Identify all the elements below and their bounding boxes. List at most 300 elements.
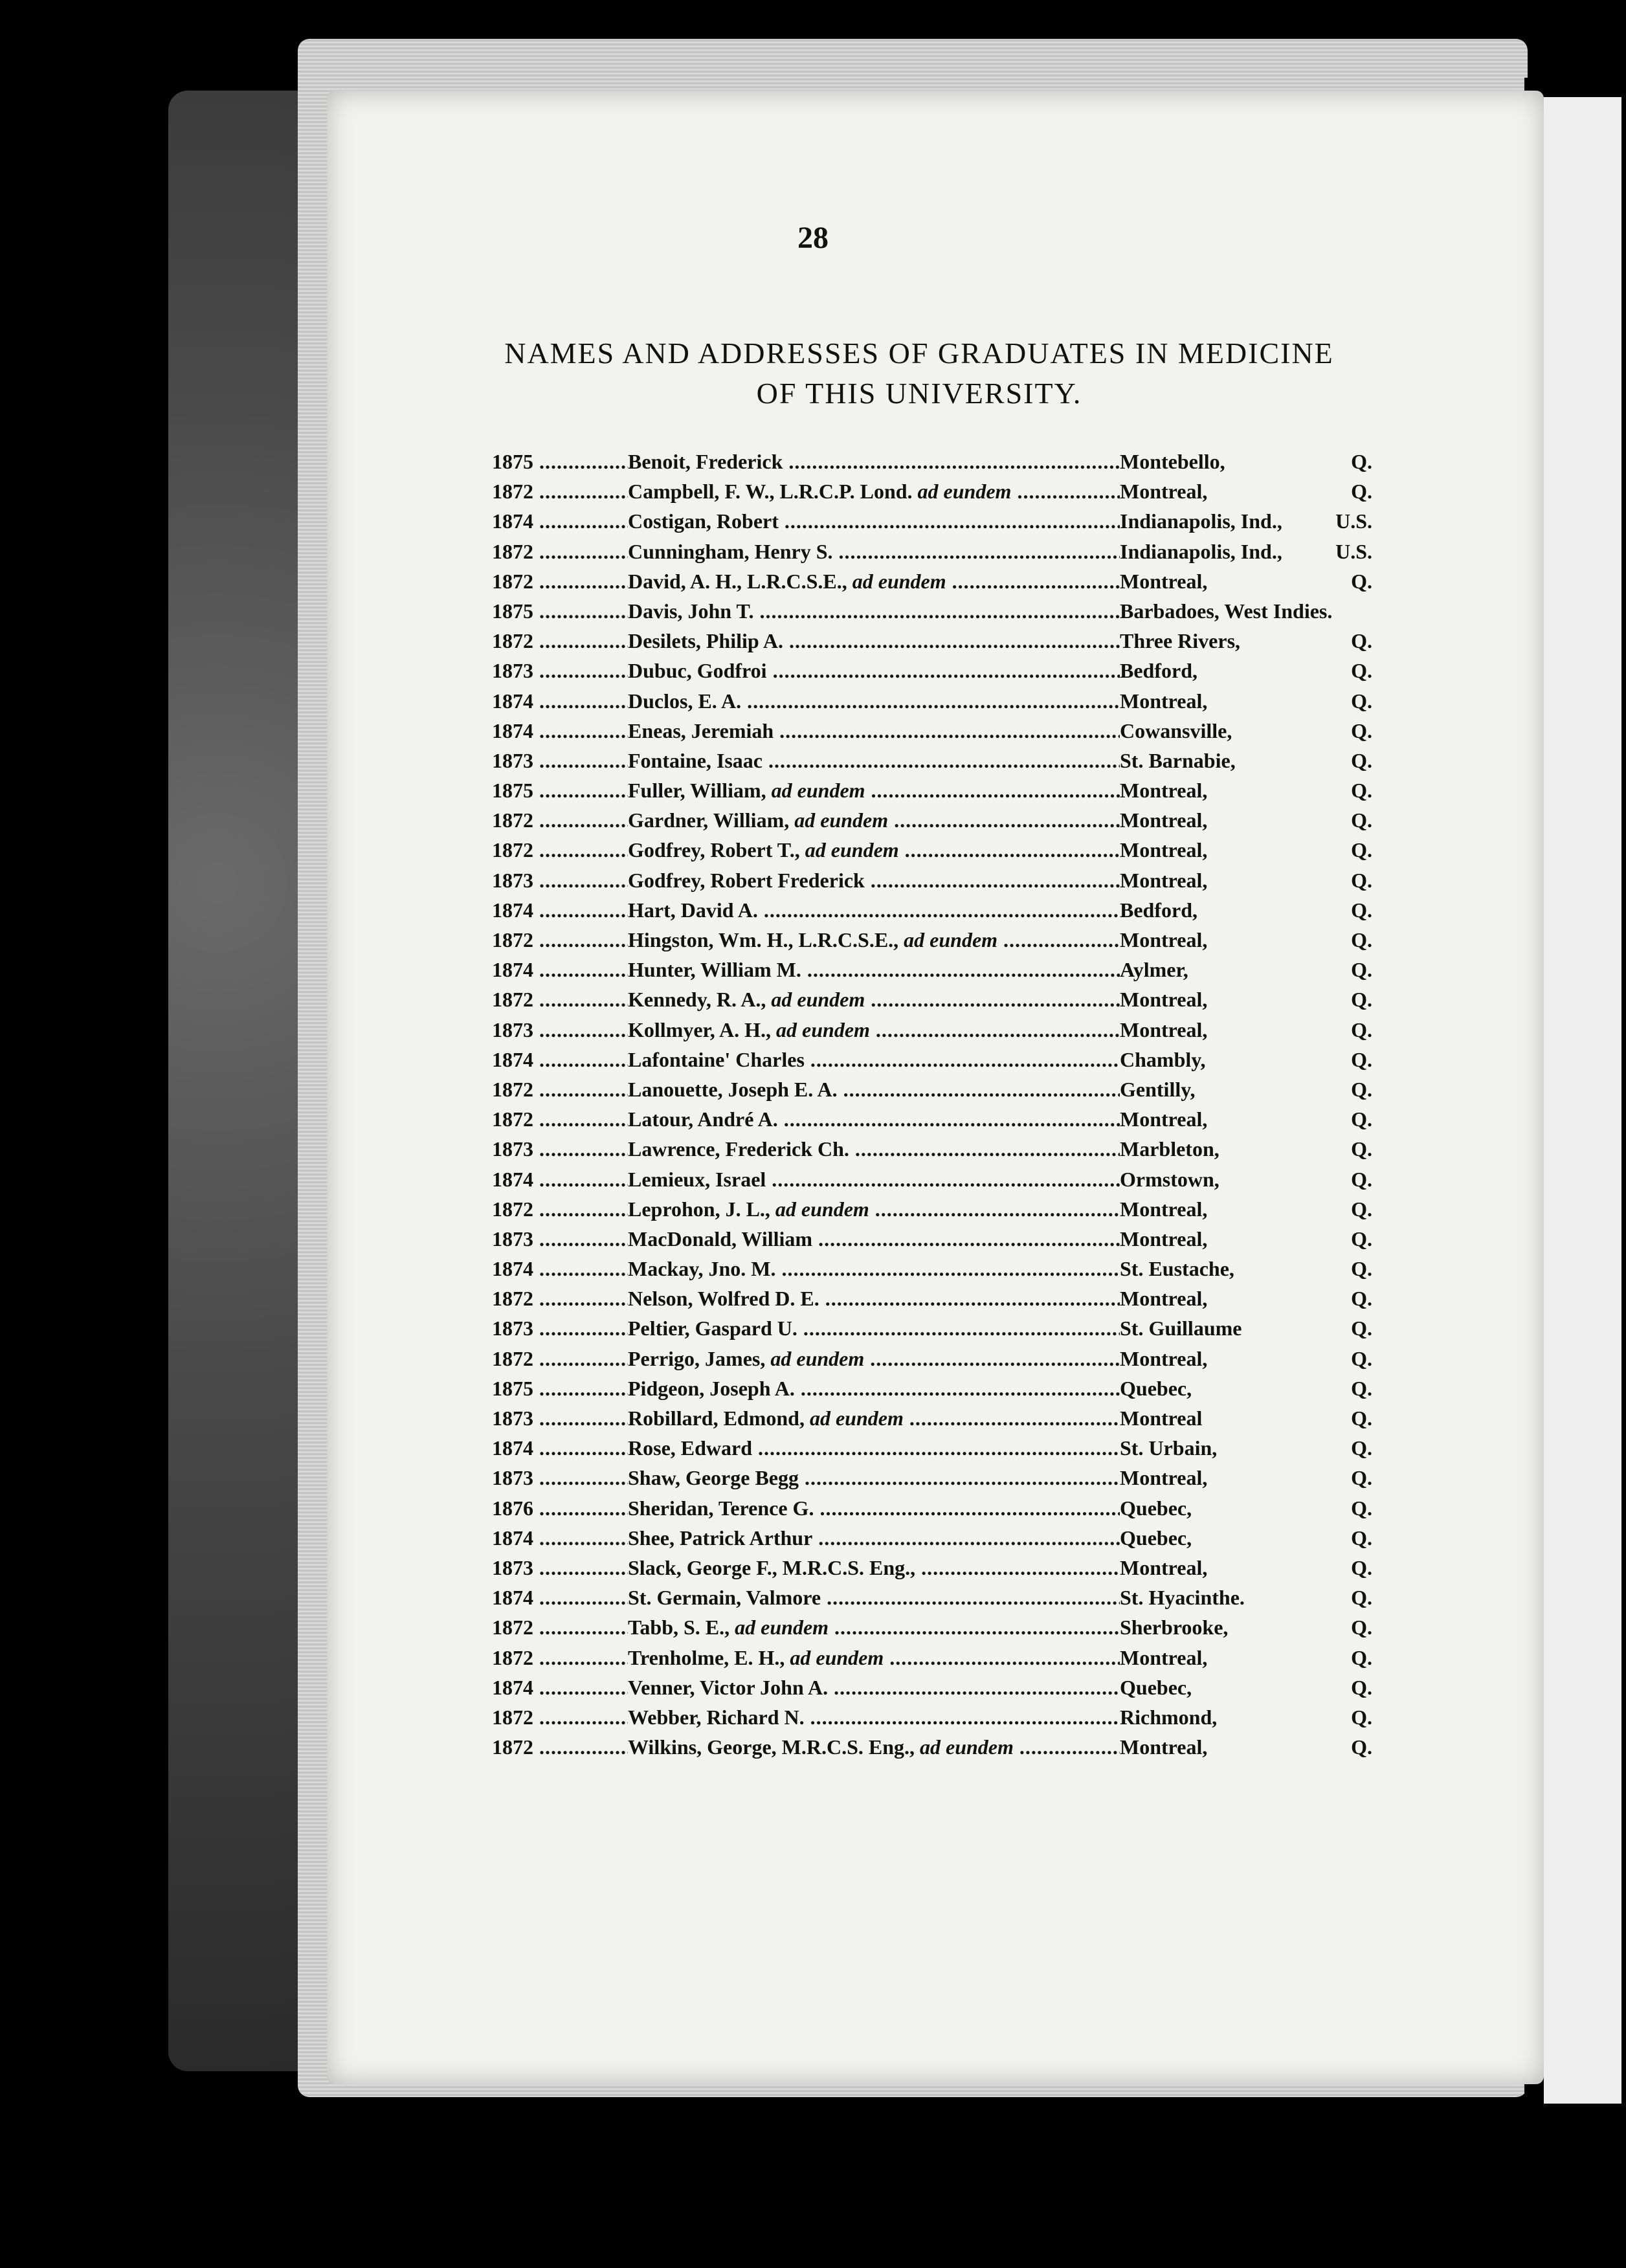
graduate-row xyxy=(492,749,1398,779)
graduate-province: U.S. xyxy=(1335,509,1372,533)
graduate-name: Fuller, William, xyxy=(628,779,766,803)
graduate-ad-eundem: ad eundem xyxy=(775,1197,869,1221)
graduate-name-text xyxy=(628,1735,1120,1759)
graduate-year: 1875 ..... xyxy=(492,450,628,474)
graduate-row xyxy=(492,1107,1398,1137)
graduate-place: Montreal, xyxy=(1120,868,1208,892)
graduate-name-cell xyxy=(628,869,1120,893)
graduate-name-text xyxy=(628,719,1120,742)
graduate-place: Montreal, xyxy=(1120,480,1208,504)
graduate-place: St. Eustache, xyxy=(1120,1257,1234,1281)
graduate-place: Aylmer, xyxy=(1120,958,1188,982)
graduate-province: Q. xyxy=(1351,988,1372,1012)
graduate-province: Q. xyxy=(1351,1675,1372,1699)
graduate-name-text xyxy=(628,1018,1120,1041)
graduate-place: Montreal, xyxy=(1120,988,1208,1012)
graduate-row xyxy=(492,1257,1398,1287)
graduate-name-cell xyxy=(628,719,1120,743)
graduate-row xyxy=(492,869,1398,898)
graduate-name-cell xyxy=(628,1317,1120,1340)
graduate-name: Kollmyer, A. H., xyxy=(628,1017,772,1041)
graduate-row xyxy=(492,1676,1398,1706)
graduate-name-cell xyxy=(628,629,1120,653)
graduate-year: 1872 ..... xyxy=(492,1735,628,1759)
graduate-year: 1874 ..... xyxy=(492,1586,628,1610)
graduate-name: Lemieux, Israel xyxy=(628,1167,766,1191)
graduate-name: Fontaine, Isaac xyxy=(628,748,763,772)
graduate-name-cell xyxy=(628,958,1120,982)
graduate-province: Q. xyxy=(1351,1436,1372,1460)
graduate-row xyxy=(492,1646,1398,1676)
graduate-province: Q. xyxy=(1351,1555,1372,1579)
graduate-name: Webber, Richard N. xyxy=(628,1705,805,1729)
graduate-name: Rose, Edward xyxy=(628,1436,753,1460)
graduate-province: Q. xyxy=(1351,1167,1372,1191)
graduate-province: Q. xyxy=(1351,569,1372,593)
graduate-province: Q. xyxy=(1351,1406,1372,1430)
graduate-row xyxy=(492,1436,1398,1466)
graduate-place: St. Urbain, xyxy=(1120,1436,1218,1460)
graduate-year: 1874 ..... xyxy=(492,1676,628,1700)
graduate-name-cell xyxy=(628,570,1120,594)
graduate-row xyxy=(492,1466,1398,1496)
graduate-province: Q. xyxy=(1351,1047,1372,1071)
graduate-province: Q. xyxy=(1351,779,1372,803)
graduate-name-cell xyxy=(628,1706,1120,1729)
graduate-name: Hunter, William M. xyxy=(628,958,801,982)
graduate-ad-eundem: ad eundem xyxy=(805,838,899,862)
graduate-name-text xyxy=(628,838,1120,862)
graduate-province: Q. xyxy=(1351,808,1372,832)
graduate-year: 1875 ..... xyxy=(492,1377,628,1401)
graduate-name-cell xyxy=(628,1107,1120,1131)
graduate-name-text xyxy=(628,1168,1120,1191)
graduate-place: Montreal, xyxy=(1120,838,1208,862)
graduate-name: Campbell, F. W., L.R.C.P. Lond. xyxy=(628,480,913,504)
graduate-province: Q. xyxy=(1351,1346,1372,1370)
graduate-name-cell xyxy=(628,1646,1120,1670)
graduate-place: Montreal, xyxy=(1120,1466,1208,1490)
graduate-name: Cunningham, Henry S. xyxy=(628,539,833,563)
graduate-year: 1874 ..... xyxy=(492,1048,628,1072)
graduate-name: Perrigo, James, xyxy=(628,1346,766,1370)
graduate-place: Barbadoes, West Indies. xyxy=(1120,599,1333,623)
graduate-name-text xyxy=(628,1646,1120,1669)
graduate-place: St. Hyacinthe. xyxy=(1120,1586,1245,1610)
graduate-year: 1872 ..... xyxy=(492,928,628,952)
graduate-name-text xyxy=(628,1107,1120,1131)
graduate-place: Montreal, xyxy=(1120,779,1208,803)
graduate-row xyxy=(492,1137,1398,1167)
graduate-year: 1872 ..... xyxy=(492,570,628,594)
graduate-name-cell xyxy=(628,1347,1120,1371)
graduate-province: Q. xyxy=(1351,748,1372,772)
graduate-year: 1875 ..... xyxy=(492,599,628,623)
graduate-name: Peltier, Gaspard U. xyxy=(628,1317,797,1340)
graduate-name-text xyxy=(628,1616,1120,1639)
graduate-name-cell xyxy=(628,1227,1120,1251)
graduate-province: Q. xyxy=(1351,689,1372,713)
graduate-row xyxy=(492,958,1398,988)
graduate-year: 1874 ..... xyxy=(492,689,628,713)
graduate-name-text xyxy=(628,1317,1120,1340)
graduate-name-text xyxy=(628,1078,1120,1101)
graduate-name-text xyxy=(628,1586,1120,1609)
graduate-year: 1872 ..... xyxy=(492,988,628,1012)
graduate-ad-eundem: ad eundem xyxy=(771,779,865,803)
graduate-row xyxy=(492,1406,1398,1436)
graduate-row xyxy=(492,1078,1398,1107)
graduate-name: Davis, John T. xyxy=(628,599,754,623)
graduate-place: Montreal, xyxy=(1120,1107,1208,1131)
graduate-name: Pidgeon, Joseph A. xyxy=(628,1376,795,1400)
graduate-year: 1873 ..... xyxy=(492,869,628,893)
graduate-name-cell xyxy=(628,1436,1120,1460)
graduate-year: 1873 ..... xyxy=(492,1556,628,1580)
graduate-place: Montreal, xyxy=(1120,1197,1208,1221)
graduate-row xyxy=(492,1616,1398,1645)
graduate-name-cell xyxy=(628,1287,1120,1311)
title-line-2: OF THIS UNIVERSITY. xyxy=(756,377,1082,410)
graduate-province: Q. xyxy=(1351,1496,1372,1520)
graduate-ad-eundem: ad eundem xyxy=(920,1735,1014,1759)
graduate-row xyxy=(492,540,1398,570)
graduate-province: Q. xyxy=(1351,718,1372,742)
graduate-row xyxy=(492,599,1398,629)
graduate-name-text xyxy=(628,988,1120,1011)
graduate-ad-eundem: ad eundem xyxy=(771,988,865,1012)
graduate-name-cell xyxy=(628,1137,1120,1161)
graduate-ad-eundem: ad eundem xyxy=(790,1645,884,1669)
graduate-ad-eundem: ad eundem xyxy=(776,1017,870,1041)
graduate-row xyxy=(492,1168,1398,1197)
graduate-year: 1872 ..... xyxy=(492,1078,628,1102)
graduate-row xyxy=(492,570,1398,599)
graduate-row xyxy=(492,1586,1398,1616)
graduate-row xyxy=(492,509,1398,539)
graduate-row xyxy=(492,1706,1398,1735)
graduate-name-text xyxy=(628,1436,1120,1460)
graduate-name-cell xyxy=(628,1616,1120,1640)
graduate-province: Q. xyxy=(1351,1077,1372,1101)
graduate-ad-eundem: ad eundem xyxy=(917,480,1012,504)
graduate-place: Montreal, xyxy=(1120,928,1208,951)
graduate-place: Bedford, xyxy=(1120,659,1197,683)
graduate-name: Nelson, Wolfred D. E. xyxy=(628,1287,819,1311)
graduate-name-text xyxy=(628,1466,1120,1489)
graduate-name: Benoit, Frederick xyxy=(628,450,783,473)
graduate-year: 1873 ..... xyxy=(492,1406,628,1430)
graduate-name: Slack, George F., M.R.C.S. Eng., xyxy=(628,1555,916,1579)
graduate-place: Quebec, xyxy=(1120,1496,1192,1520)
graduate-province: Q. xyxy=(1351,659,1372,683)
graduate-name: Mackay, Jno. M. xyxy=(628,1257,776,1281)
graduate-name: Lawrence, Frederick Ch. xyxy=(628,1137,849,1161)
graduate-name-cell xyxy=(628,1018,1120,1042)
graduate-name-text xyxy=(628,689,1120,713)
graduate-name-cell xyxy=(628,689,1120,713)
graduate-place: Montreal, xyxy=(1120,1645,1208,1669)
graduate-name-cell xyxy=(628,1586,1120,1610)
graduate-name-cell xyxy=(628,1466,1120,1490)
graduate-place: St. Barnabie, xyxy=(1120,748,1236,772)
graduate-name: Gardner, William, xyxy=(628,808,790,832)
graduate-row xyxy=(492,1287,1398,1317)
graduate-place: Marbleton, xyxy=(1120,1137,1220,1161)
graduate-name-cell xyxy=(628,1556,1120,1580)
graduate-name: Godfrey, Robert T., xyxy=(628,838,800,862)
graduate-place: Montreal, xyxy=(1120,689,1208,713)
graduate-year: 1872 ..... xyxy=(492,808,628,832)
graduate-name-text xyxy=(628,958,1120,981)
graduate-place: Ormstown, xyxy=(1120,1167,1220,1191)
graduate-place: Quebec, xyxy=(1120,1376,1192,1400)
graduate-place: Montreal, xyxy=(1120,1735,1208,1759)
graduate-row xyxy=(492,1556,1398,1586)
graduate-name: Latour, André A. xyxy=(628,1107,778,1131)
graduate-name-text xyxy=(628,1227,1120,1251)
graduate-place: Gentilly, xyxy=(1120,1077,1196,1101)
graduate-year: 1872 ..... xyxy=(492,838,628,862)
graduate-name: Lanouette, Joseph E. A. xyxy=(628,1077,838,1101)
graduate-year: 1873 ..... xyxy=(492,1466,628,1490)
graduate-name-cell xyxy=(628,1048,1120,1072)
graduate-ad-eundem: ad eundem xyxy=(735,1616,829,1640)
graduate-place: Montreal xyxy=(1120,1406,1203,1430)
graduate-name: Trenholme, E. H., xyxy=(628,1645,785,1669)
graduate-province: Q. xyxy=(1351,1107,1372,1131)
graduate-year: 1872 ..... xyxy=(492,1287,628,1311)
graduate-row xyxy=(492,838,1398,868)
graduate-ad-eundem: ad eundem xyxy=(794,808,889,832)
graduate-year: 1874 ..... xyxy=(492,898,628,922)
graduate-name-cell xyxy=(628,1735,1120,1759)
graduate-year: 1872 ..... xyxy=(492,540,628,564)
graduate-name: Lafontaine' Charles xyxy=(628,1047,805,1071)
graduate-year: 1872 ..... xyxy=(492,480,628,504)
graduate-year: 1874 ..... xyxy=(492,1436,628,1460)
graduate-name-cell xyxy=(628,1168,1120,1192)
graduate-province: U.S. xyxy=(1335,539,1372,563)
graduate-province: Q. xyxy=(1351,1017,1372,1041)
graduate-place: Montreal, xyxy=(1120,1287,1208,1311)
graduate-place: Montreal, xyxy=(1120,1555,1208,1579)
graduate-province: Q. xyxy=(1351,1705,1372,1729)
graduate-name-text xyxy=(628,1137,1120,1161)
graduate-place: Three Rivers, xyxy=(1120,629,1241,653)
graduate-year: 1872 ..... xyxy=(492,1347,628,1371)
graduate-province: Q. xyxy=(1351,1137,1372,1161)
graduate-name: Kennedy, R. A., xyxy=(628,988,766,1012)
graduate-province: Q. xyxy=(1351,1526,1372,1550)
graduate-name-text xyxy=(628,540,1120,563)
graduate-place: Quebec, xyxy=(1120,1675,1192,1699)
graduate-place: Montreal, xyxy=(1120,808,1208,832)
graduate-province: Q. xyxy=(1351,1466,1372,1490)
graduate-name-text xyxy=(628,1706,1120,1729)
graduate-year: 1873 ..... xyxy=(492,749,628,773)
graduate-place: Montebello, xyxy=(1120,450,1225,473)
graduate-name: Hingston, Wm. H., L.R.C.S.E., xyxy=(628,928,899,951)
graduate-row xyxy=(492,450,1398,480)
graduate-year: 1873 ..... xyxy=(492,659,628,683)
graduate-province: Q. xyxy=(1351,1376,1372,1400)
graduate-name-cell xyxy=(628,838,1120,862)
graduate-place: Quebec, xyxy=(1120,1526,1192,1550)
graduate-year: 1872 ..... xyxy=(492,1197,628,1221)
graduate-province: Q. xyxy=(1351,898,1372,922)
graduate-name-cell xyxy=(628,928,1120,952)
graduate-province: Q. xyxy=(1351,1645,1372,1669)
graduate-year: 1872 ..... xyxy=(492,1616,628,1640)
graduate-ad-eundem: ad eundem xyxy=(904,928,998,951)
graduate-name-cell xyxy=(628,1496,1120,1520)
graduate-name-cell xyxy=(628,749,1120,773)
graduate-name: Desilets, Philip A. xyxy=(628,629,784,653)
graduate-province: Q. xyxy=(1351,1735,1372,1759)
graduate-row xyxy=(492,1735,1398,1765)
graduate-name-cell xyxy=(628,1406,1120,1430)
graduate-year: 1872 ..... xyxy=(492,1107,628,1131)
graduate-year: 1874 ..... xyxy=(492,1526,628,1550)
graduate-name-text xyxy=(628,1048,1120,1071)
graduate-name-text xyxy=(628,480,1120,503)
graduate-name-cell xyxy=(628,1526,1120,1550)
graduate-province: Q. xyxy=(1351,1616,1372,1640)
graduate-row xyxy=(492,1377,1398,1406)
graduate-name-text xyxy=(628,629,1120,652)
graduate-ad-eundem: ad eundem xyxy=(770,1346,865,1370)
graduate-name-cell xyxy=(628,1078,1120,1102)
graduate-province: Q. xyxy=(1351,1227,1372,1251)
graduate-row xyxy=(492,689,1398,719)
graduate-name: Wilkins, George, M.R.C.S. Eng., xyxy=(628,1735,915,1759)
graduate-year: 1873 ..... xyxy=(492,1227,628,1251)
graduate-name: Duclos, E. A. xyxy=(628,689,742,713)
graduate-province: Q. xyxy=(1351,1197,1372,1221)
graduate-ad-eundem: ad eundem xyxy=(809,1406,904,1430)
graduate-province: Q. xyxy=(1351,838,1372,862)
graduate-name: Costigan, Robert xyxy=(628,509,779,533)
graduate-name-cell xyxy=(628,599,1120,623)
graduate-name-cell xyxy=(628,659,1120,683)
graduate-name-cell xyxy=(628,1377,1120,1401)
page-number: 28 xyxy=(797,221,829,255)
graduate-name: Robillard, Edmond, xyxy=(628,1406,805,1430)
graduate-year: 1874 ..... xyxy=(492,1257,628,1281)
graduate-province: Q. xyxy=(1351,958,1372,982)
graduate-ad-eundem: ad eundem xyxy=(852,569,946,593)
graduate-name-cell xyxy=(628,509,1120,533)
graduates-list xyxy=(492,450,1398,1765)
graduate-province: Q. xyxy=(1351,1586,1372,1610)
graduate-name-cell xyxy=(628,988,1120,1012)
graduate-row xyxy=(492,1496,1398,1526)
graduate-place: Richmond, xyxy=(1120,1705,1218,1729)
graduate-province: Q. xyxy=(1351,868,1372,892)
graduate-place: Indianapolis, Ind., xyxy=(1120,509,1282,533)
graduate-year: 1874 ..... xyxy=(492,719,628,743)
graduate-name-cell xyxy=(628,898,1120,922)
graduate-name-text xyxy=(628,779,1120,802)
graduate-name: Shee, Patrick Arthur xyxy=(628,1526,813,1550)
graduate-row xyxy=(492,928,1398,958)
graduate-name-text xyxy=(628,928,1120,951)
graduate-row xyxy=(492,808,1398,838)
graduate-year: 1874 ..... xyxy=(492,958,628,982)
graduate-name-cell xyxy=(628,1676,1120,1700)
graduate-name-text xyxy=(628,1556,1120,1579)
graduate-place: Chambly, xyxy=(1120,1047,1206,1071)
graduate-name-cell xyxy=(628,450,1120,474)
graduate-province: Q. xyxy=(1351,1257,1372,1281)
graduate-year: 1873 ..... xyxy=(492,1018,628,1042)
graduate-row xyxy=(492,719,1398,749)
graduate-name-cell xyxy=(628,779,1120,803)
graduate-name-text xyxy=(628,450,1120,473)
graduate-year: 1873 ..... xyxy=(492,1137,628,1161)
graduate-place: Sherbrooke, xyxy=(1120,1616,1229,1640)
graduate-year: 1872 ..... xyxy=(492,629,628,653)
graduate-province: Q. xyxy=(1351,1287,1372,1311)
graduate-row xyxy=(492,1048,1398,1078)
graduate-row xyxy=(492,1197,1398,1227)
graduate-name-text xyxy=(628,1496,1120,1520)
graduate-place: Montreal, xyxy=(1120,1017,1208,1041)
graduate-name-text xyxy=(628,659,1120,682)
graduate-row xyxy=(492,480,1398,509)
graduate-name: Dubuc, Godfroi xyxy=(628,659,767,683)
graduate-name-text xyxy=(628,808,1120,832)
graduate-name-cell xyxy=(628,480,1120,504)
graduate-name: Eneas, Jeremiah xyxy=(628,718,774,742)
title-line-1: NAMES AND ADDRESSES OF GRADUATES IN MEDICINE xyxy=(504,337,1334,370)
graduate-name: Hart, David A. xyxy=(628,898,758,922)
graduate-name: Sheridan, Terence G. xyxy=(628,1496,814,1520)
graduate-name-text xyxy=(628,749,1120,772)
graduate-place: Bedford, xyxy=(1120,898,1197,922)
graduate-row xyxy=(492,988,1398,1017)
facing-page xyxy=(1544,97,1621,2104)
graduate-name-text xyxy=(628,1197,1120,1221)
graduate-name: MacDonald, William xyxy=(628,1227,813,1251)
graduate-row xyxy=(492,629,1398,659)
graduate-row xyxy=(492,659,1398,689)
graduate-name-cell xyxy=(628,1257,1120,1281)
graduate-name-text xyxy=(628,1526,1120,1550)
graduate-province: Q. xyxy=(1351,1317,1372,1340)
graduate-place: St. Guillaume xyxy=(1120,1317,1242,1340)
graduate-name-text xyxy=(628,509,1120,533)
graduate-row xyxy=(492,1018,1398,1048)
graduate-year: 1875 ..... xyxy=(492,779,628,803)
graduate-name-text xyxy=(628,898,1120,922)
graduate-name: Tabb, S. E., xyxy=(628,1616,730,1640)
graduate-row xyxy=(492,779,1398,808)
graduate-place: Montreal, xyxy=(1120,1346,1208,1370)
graduate-province: Q. xyxy=(1351,629,1372,653)
graduate-row xyxy=(492,1347,1398,1377)
graduate-name-cell xyxy=(628,540,1120,564)
graduate-province: Q. xyxy=(1351,480,1372,504)
graduate-name-text xyxy=(628,1406,1120,1430)
graduate-year: 1872 ..... xyxy=(492,1706,628,1729)
graduate-name-text xyxy=(628,1377,1120,1400)
graduate-year: 1876 ..... xyxy=(492,1496,628,1520)
graduate-name-text xyxy=(628,1287,1120,1310)
graduate-name-text xyxy=(628,1676,1120,1699)
graduate-row xyxy=(492,1317,1398,1346)
